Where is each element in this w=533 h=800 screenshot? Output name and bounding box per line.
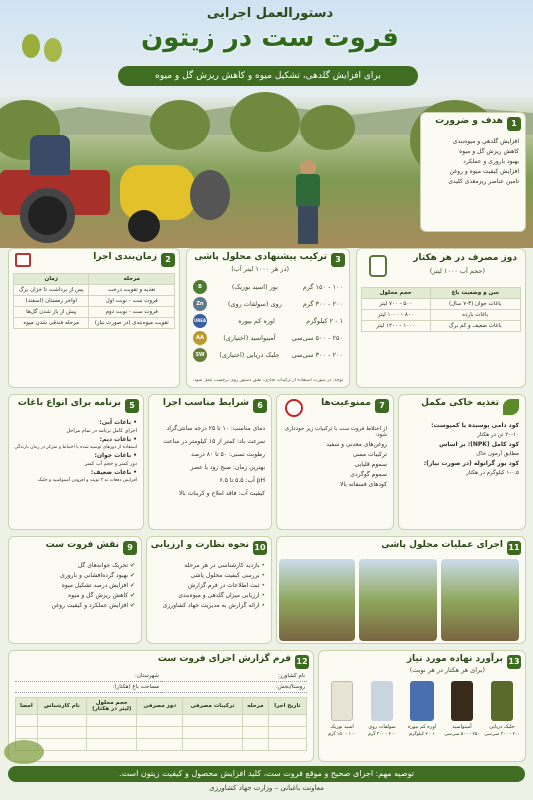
calendar-icon [15, 253, 31, 267]
check-icon: • [259, 562, 265, 569]
report-table: تاریخ اجرا مرحله ترکیبات مصرفی دوز مصرفی حجم محلول (لیتر در هکتار) نام کارشناس امضا [15, 697, 307, 751]
list-item: کودهای فسفاته بالا [339, 481, 387, 488]
farmer-illustration [288, 160, 328, 245]
list-item: ✔ افزایش عملکرد و کیفیت روغن [51, 602, 135, 609]
list-item: ۲۰۰ - ۳۰۰ سی‌سی جلبک دریایی (اختیاری) SW [193, 348, 343, 362]
section-monitoring [146, 536, 272, 644]
check-icon: • [259, 582, 265, 589]
table-row: باغات ضعیف و کم برگ ۱۰۰۰ - ۱۲۰۰ لیتر [362, 321, 521, 332]
footer-note: توصیه مهم: اجرای صحیح و موقع فروت ست، کلید افزایش محصول و کیفیت زیتون است. [8, 766, 525, 782]
input-item: سولفات روی ۲۰۰ - ۳۰۰ گرم [363, 681, 401, 737]
section-number: 1 [507, 117, 521, 131]
form-field-farmer[interactable]: نام کشاورز: [161, 671, 307, 682]
check-icon: ✔ [128, 602, 135, 609]
section-title: نحوه نظارت و ارزیابی [150, 540, 249, 550]
check-icon: ✔ [128, 572, 135, 579]
list-item: تامین عناصر ریزمغذی کلیدی [448, 178, 519, 185]
zinc-sulfate-jar-icon [371, 681, 393, 721]
table-row[interactable] [16, 715, 307, 727]
list-item: ۱۰۰ - ۱۵۰ گرم بور (اسید بوریک) B [193, 280, 343, 294]
section-title: زمان‌بندی اجرا [93, 252, 157, 262]
section-intro: از اختلاط فروت ست با ترکیبات زیر خودداری شود: [284, 426, 387, 438]
list-item: سموم گوگردی [350, 471, 387, 478]
form-field-county[interactable]: شهرستان: [15, 671, 161, 682]
section-title: تغذیه خاکی مکمل [421, 398, 499, 408]
table-row[interactable] [16, 727, 307, 739]
list-item: ۲۵۰ - ۵۰۰ سی‌سی آمینواسید (اختیاری) AA [193, 331, 343, 345]
boron-icon: B [193, 280, 207, 294]
list-item: روغن‌های معدنی و سفید [326, 441, 387, 448]
form-field-village[interactable]: روستا/بخش: [161, 682, 307, 693]
input-item: اوره کم بیوره ۱ - ۲ کیلوگرم [403, 681, 441, 737]
section-note: توجه: در صورت استفاده از ترکیبات تجاری، طبق دستور روی برچسب عمل شود. [192, 378, 344, 383]
section-schedule [8, 248, 180, 388]
table-row: فروت ست - نوبت اول اواخر زمستان (اسفند) [14, 296, 175, 307]
olive-icon [22, 34, 40, 58]
list-item: سموم قلیایی [354, 461, 387, 468]
section-title: هدف و ضرورت [435, 116, 503, 126]
spraying-photo [441, 559, 519, 641]
section-subtitle: (حجم آب ۱۰۰۰ لیتر) [429, 267, 485, 275]
check-icon: ✔ [128, 582, 135, 589]
section-goal [420, 112, 526, 232]
zinc-icon: Zn [193, 297, 207, 311]
spraying-photo [279, 559, 355, 641]
table-row: باغات بارده ۸۰۰ - ۱۰۰۰ لیتر [362, 310, 521, 321]
section-number: 3 [331, 253, 345, 267]
amino-acid-icon: AA [193, 331, 207, 345]
dose-table: سن و وضعیت باغ حجم محلول باغات جوان (۳-۷ سال) ۵۰۰ - ۷۰۰ لیتر باغات بارده ۸۰۰ - ۱۰۰۰ لیتر باغات ضعیف و کم برگ ۱۰۰۰ - ۱۲۰۰ لیتر [361, 287, 521, 332]
section-title: فرم گزارش اجرای فروت ست [157, 654, 291, 664]
list-item: بهترین زمان: صبح زود یا عصر [190, 464, 265, 471]
urea-bag-icon [410, 681, 434, 721]
urea-icon: UREA [193, 314, 207, 328]
section-orchard-types: 5 برنامه برای انواع باغات • باغات آبی: اجرای کامل برنامه در تمام مراحل • باغات دیم: استفاده از دوزهای توصیه شده با احتیاط و تمرکز در زمان بارندگی • باغات جوان: دوز کمتر و حجم آب کمتر • باغات ضعیف: افزایش دفعات به ۳ نوبت و افزودن آمینواسید و جلبک [8, 394, 144, 530]
table-row: فروت ست - نوبت دوم پیش از باز شدن گل‌ها [14, 307, 175, 318]
section-subtitle: (در هر ۱۰۰۰ لیتر آب) [231, 265, 289, 273]
boric-acid-jar-icon [331, 681, 353, 721]
header-kicker: دستورالعمل اجرایی [206, 6, 334, 21]
list-item: بهبود باروری و عملکرد [463, 158, 519, 165]
section-number: 5 [125, 399, 139, 413]
list-item: ✔ تحریک جوانه‌های گل [77, 562, 135, 569]
amino-acid-bottle-icon [451, 681, 473, 721]
section-report-form [8, 650, 314, 762]
section-number: 9 [123, 541, 137, 555]
section-title: نقش فروت ست [45, 540, 119, 550]
table-row: تغذیه و تقویت درخت پس از برداشت تا خزان برگ [14, 285, 175, 296]
list-item: ترکیبات مسی [352, 451, 387, 458]
list-item: • ارزیابی میزان گلدهی و میوه‌بندی [178, 592, 265, 599]
list-item: کاهش ریزش گل و میوه [459, 148, 519, 155]
list-item: افزایش کیفیت میوه و روغن [449, 168, 519, 175]
check-icon: ✔ [128, 592, 135, 599]
section-title: برنامه برای انواع باغات [17, 398, 121, 408]
section-prohibitions [276, 394, 394, 530]
page-title: فروت ست در زیتون [141, 23, 399, 53]
list-item: pH آب: ۵.۵ تا ۶.۵ [219, 477, 265, 484]
section-dose [356, 248, 526, 388]
footer-credit: معاونت باغبانی – وزارت جهاد کشاورزی [209, 784, 324, 792]
section-conditions [148, 394, 272, 530]
table-row: باغات جوان (۳-۷ سال) ۵۰۰ - ۷۰۰ لیتر [362, 299, 521, 310]
sprayer-bottle-icon [369, 255, 387, 277]
section-title: دوز مصرف در هر هکتار [413, 253, 517, 263]
section-inputs-estimate [318, 650, 526, 762]
list-item: ✔ کاهش ریزش گل و میوه [68, 592, 135, 599]
plant-icon [503, 399, 519, 415]
section-soil-nutrition: تغذیه خاکی مکمل کود دامی پوسیده یا کمپوست: ۲۰-۱۰ تن در هکتار کود کامل (NPK): بر اساس مطابق آزمون خاک کود بور گرانوله (در صورت نیاز): ۱-۰.۵ کیلوگرم در هکتار [398, 394, 526, 530]
section-number: 2 [161, 253, 175, 267]
list-item: • ثبت اطلاعات در فرم گزارش [187, 582, 265, 589]
list-item: دمای مناسب: ۱۰ تا ۲۵ درجه سانتی‌گراد [166, 425, 265, 432]
list-item: ✔ بهبود گرده‌افشانی و باروری [60, 572, 135, 579]
tractor-illustration [0, 160, 235, 245]
input-item: اسید بوریک ۱۰۰ - ۱۵۰ گرم [323, 681, 361, 737]
list-item: سرعت باد: کمتر از ۱۵ کیلومتر در ساعت [163, 438, 265, 445]
spraying-photo [359, 559, 437, 641]
section-number: 6 [253, 399, 267, 413]
list-item: ۲۰۰ - ۳۰۰ گرم روی (سولفات روی) Zn [193, 297, 343, 311]
section-number: 13 [507, 655, 521, 669]
prohibited-icon [285, 399, 303, 417]
list-item: افزایش گلدهی و میوه‌بندی [452, 138, 519, 145]
list-item: ✔ افزایش درصد تشکیل میوه [61, 582, 135, 589]
seaweed-icon: SW [193, 348, 207, 362]
table-row[interactable] [16, 739, 307, 751]
section-title: اجرای عملیات محلول پاشی [381, 540, 503, 550]
section-composition [186, 248, 350, 388]
list-item: کیفیت آب: فاقد املاح و کربنات بالا [178, 490, 265, 497]
check-icon: • [259, 572, 265, 579]
section-title: شرایط مناسب اجرا [162, 398, 249, 408]
input-item: جلبک دریایی ۲۰۰ - ۳۰۰ سی‌سی [483, 681, 521, 737]
list-item: • ارائه گزارش به مدیریت جهاد کشاورزی [162, 602, 265, 609]
list-item: • بررسی کیفیت محلول پاشی [190, 572, 265, 579]
input-item: آمینواسید ۲۵۰ - ۵۰۰ سی‌سی [443, 681, 481, 737]
section-number: 12 [295, 655, 309, 669]
check-icon: • [259, 602, 265, 609]
olive-branch-icon [4, 740, 44, 764]
section-number: 11 [507, 541, 521, 555]
header-subtitle: برای افزایش گلدهی، تشکیل میوه و کاهش ریزش گل و میوه [118, 66, 418, 86]
check-icon: • [259, 592, 265, 599]
olive-icon [44, 38, 62, 62]
header [120, 6, 420, 53]
section-title: ترکیب پیشنهادی محلول پاشی [194, 252, 327, 262]
list-item: ۱ - ۲ کیلوگرم اوره کم بیوره UREA [193, 314, 343, 328]
list-item: رطوبت نسبی: ۵۰ تا ۸۰ درصد [191, 451, 265, 458]
form-field-area[interactable]: مساحت باغ (هکتار): [15, 682, 161, 693]
table-row: تقویت میوه‌بندی (در صورت نیاز) مرحله فندقی شدن میوه [14, 318, 175, 329]
section-number: 10 [253, 541, 267, 555]
section-subtitle: (برای هر هکتار در هر نوبت) [409, 666, 485, 674]
seaweed-bottle-icon [491, 681, 513, 721]
check-icon: ✔ [128, 562, 135, 569]
section-role [8, 536, 142, 644]
section-title: ممنوعیت‌ها [321, 398, 371, 408]
section-title: برآورد نهاده مورد نیاز [406, 654, 503, 664]
schedule-table: مرحله زمان تغذیه و تقویت درخت پس از برداشت تا خزان برگ فروت ست - نوبت اول اواخر زمستان (اسفند) فروت ست - نوبت دوم پیش از باز شدن گل‌ها تقویت میوه‌بندی (در صورت نیاز) مرحله فندقی شدن میوه [13, 273, 175, 329]
section-number: 7 [375, 399, 389, 413]
list-item: • بازدید کارشناسی در هر مرحله [184, 562, 265, 569]
section-spraying-photos [276, 536, 526, 644]
